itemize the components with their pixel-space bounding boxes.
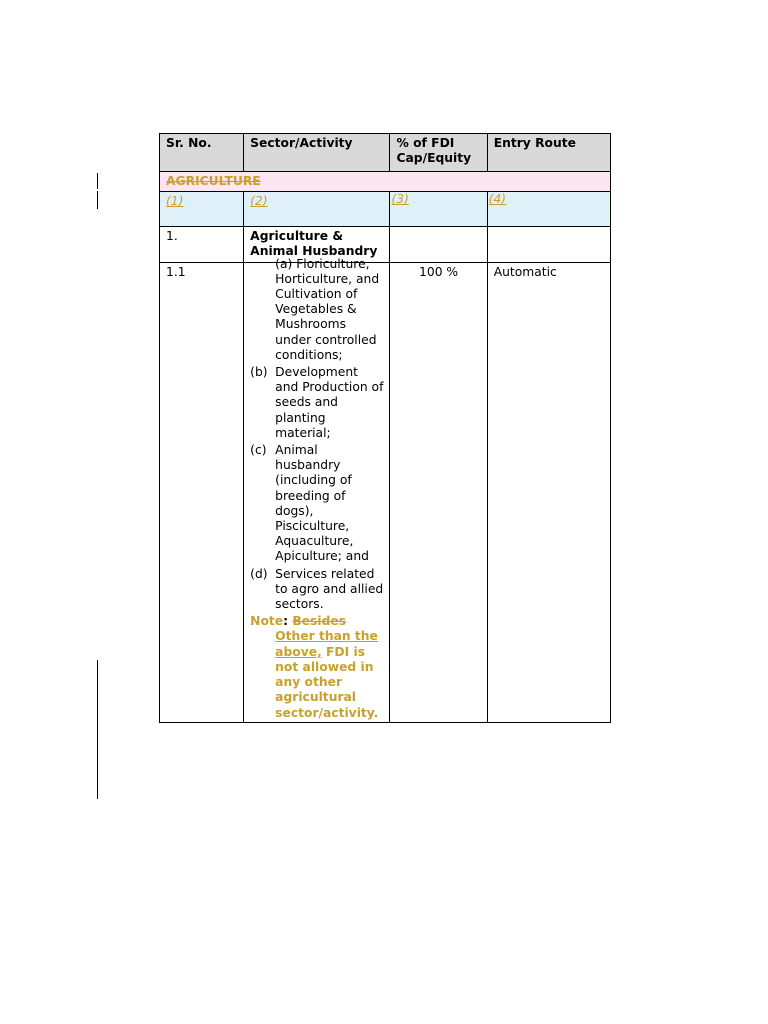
section-row <box>160 172 611 192</box>
change-bar <box>97 173 98 189</box>
column-number-2: (2) <box>250 194 268 209</box>
list-item-text: (a) Floriculture, Horticulture, and Cultivation of Vegetables & Mushrooms under controlled conditions; <box>275 256 380 362</box>
list-item <box>250 365 383 441</box>
note-deleted-text: Besides <box>292 614 347 629</box>
list-item-text: Services related to agro and allied sectors. <box>275 566 384 612</box>
note-block <box>250 614 383 720</box>
list-item-text: Development and Production of seeds and planting material; <box>275 365 384 440</box>
fdi-cap-cell <box>390 227 487 262</box>
section-cell <box>160 172 611 192</box>
header-row <box>160 134 611 172</box>
list-item-marker: (d) <box>250 566 268 581</box>
column-number-cell <box>487 192 610 227</box>
header-fdi-cap: % of FDI Cap/Equity <box>390 134 487 172</box>
change-bar <box>97 191 98 209</box>
note-label: Note <box>250 614 284 629</box>
section-title: AGRICULTURE <box>166 174 261 188</box>
column-number-cell <box>160 192 244 227</box>
list-item <box>250 567 383 613</box>
entry-route-cell: Automatic <box>487 262 610 722</box>
table-row <box>160 262 611 722</box>
sr-no-cell: 1. <box>160 227 244 262</box>
note-body <box>250 629 383 720</box>
note-colon: : <box>283 614 289 629</box>
activity-list-cell <box>244 256 390 722</box>
change-bar <box>97 660 98 799</box>
list-item-marker: (c) <box>250 443 267 458</box>
column-number-cell <box>390 192 487 227</box>
header-sector-activity: Sector/Activity <box>244 134 390 172</box>
column-number-4: (4) <box>488 192 507 207</box>
header-entry-route: Entry Route <box>487 134 610 172</box>
table-row <box>160 227 611 262</box>
list-item-marker <box>250 257 275 363</box>
fdi-cap-cell: 100 % <box>390 262 487 722</box>
note-inserted-text: Other than the above, <box>275 629 378 659</box>
sr-no-cell: 1.1 <box>160 262 244 722</box>
header-sr-no: Sr. No. <box>160 134 244 172</box>
column-number-1: (1) <box>166 194 184 209</box>
entry-route-cell <box>487 227 610 262</box>
sector-cell: Agriculture & Animal Husbandry <box>244 227 390 262</box>
note-text: FDI is not allowed in any other agricultural sector/activity. <box>275 644 379 720</box>
column-number-cell <box>244 192 390 227</box>
column-number-row <box>160 192 611 227</box>
activity-list <box>250 257 383 613</box>
list-item-marker: (b) <box>250 365 268 380</box>
fdi-table <box>159 133 611 723</box>
column-number-3: (3) <box>391 192 409 207</box>
list-item <box>250 443 383 565</box>
list-item-text: Animal husbandry (including of breeding of dogs), Pisciculture, Aquaculture, Apiculture; and <box>275 443 369 564</box>
list-item <box>250 257 383 363</box>
